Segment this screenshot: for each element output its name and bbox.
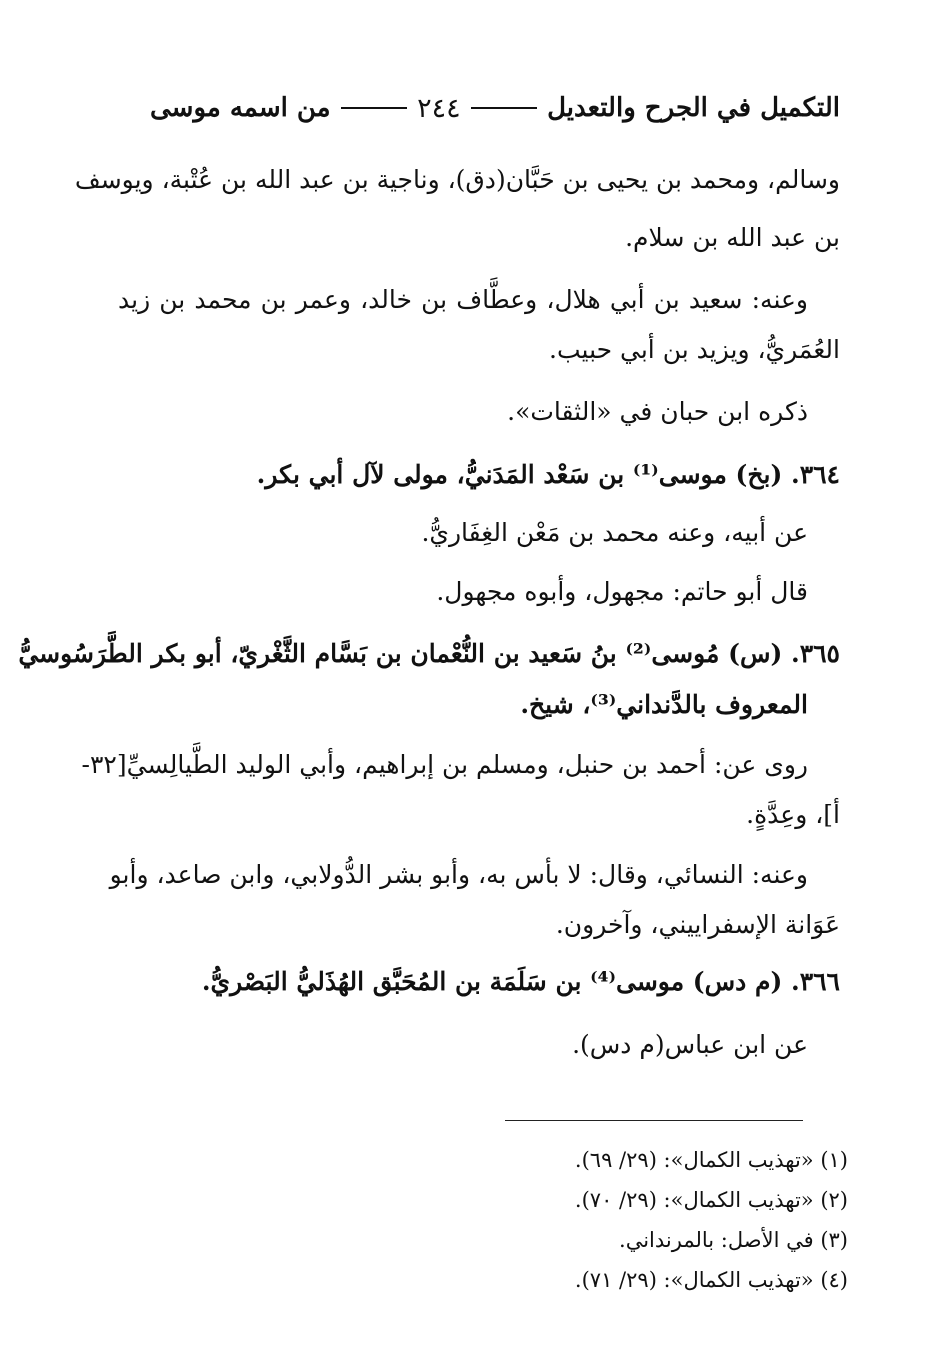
header-rule bbox=[341, 107, 407, 109]
body-line: بن عبد الله بن سلام. bbox=[625, 223, 840, 252]
body-line: عن ابن عباس(م دس). bbox=[572, 1030, 808, 1059]
footnote-separator bbox=[505, 1120, 803, 1121]
footnote: (٣) في الأصل: بالمرنداني. bbox=[619, 1228, 848, 1252]
footnote: (٤) «تهذيب الكمال»: (٢٩/ ٧١). bbox=[574, 1268, 848, 1292]
entry-heading: المعروف بالدَّنداني⁽³⁾، شيخ. bbox=[520, 690, 808, 719]
body-line: ذكره ابن حبان في «الثقات». bbox=[507, 397, 808, 426]
footnote: (١) «تهذيب الكمال»: (٢٩/ ٦٩). bbox=[574, 1148, 848, 1172]
body-line: عَوَانة الإسفراييني، وآخرون. bbox=[555, 910, 840, 939]
entry-heading: ٣٦٤. (بخ) موسى⁽¹⁾ بن سَعْد المَدَنيُّ، مولى لآل أبي بكر. bbox=[256, 460, 840, 489]
body-line: وسالم، ومحمد بن يحيى بن حَبَّان(دق)، وناجية بن عبد الله بن عُتْبة، ويوسف bbox=[74, 165, 840, 194]
body-line: وعنه: سعيد بن أبي هلال، وعطَّاف بن خالد، وعمر بن محمد بن زيد bbox=[118, 285, 808, 314]
entry-heading: ٣٦٦. (م دس) موسى⁽⁴⁾ بن سَلَمَة بن المُحَبَّق الهُذَليُّ البَصْريُّ. bbox=[201, 967, 840, 996]
header-rule bbox=[471, 107, 537, 109]
entry-heading: ٣٦٥. (س) مُوسى⁽²⁾ بنُ سَعيد بن النُّعْمان بن بَسَّام الثَّغْريّ، أبو بكر الطَّرَسُوسيُّ bbox=[18, 639, 840, 668]
body-line: وعنه: النسائي، وقال: لا بأس به، وأبو بشر الدُّولابي، وابن صاعد، وأبو bbox=[109, 860, 808, 889]
body-line: روى عن: أحمد بن حنبل، ومسلم بن إبراهيم، وأبي الوليد الطَّيالِسيِّ[٣٢- bbox=[81, 750, 808, 779]
book-title: التكميل في الجرح والتعديل bbox=[547, 93, 840, 123]
body-line: عن أبيه، وعنه محمد بن مَعْن الغِفَاريُّ. bbox=[421, 518, 808, 547]
body-line: العُمَريُّ، ويزيد بن أبي حبيب. bbox=[549, 335, 840, 364]
footnote: (٢) «تهذيب الكمال»: (٢٩/ ٧٠). bbox=[574, 1188, 848, 1212]
body-line: قال أبو حاتم: مجهول، وأبوه مجهول. bbox=[436, 577, 808, 606]
page-number: ٢٤٤ bbox=[417, 92, 461, 124]
body-line: أ]، وعِدَّةٍ. bbox=[746, 800, 840, 829]
section-title: من اسمه موسى bbox=[149, 93, 331, 123]
running-header bbox=[150, 88, 840, 128]
